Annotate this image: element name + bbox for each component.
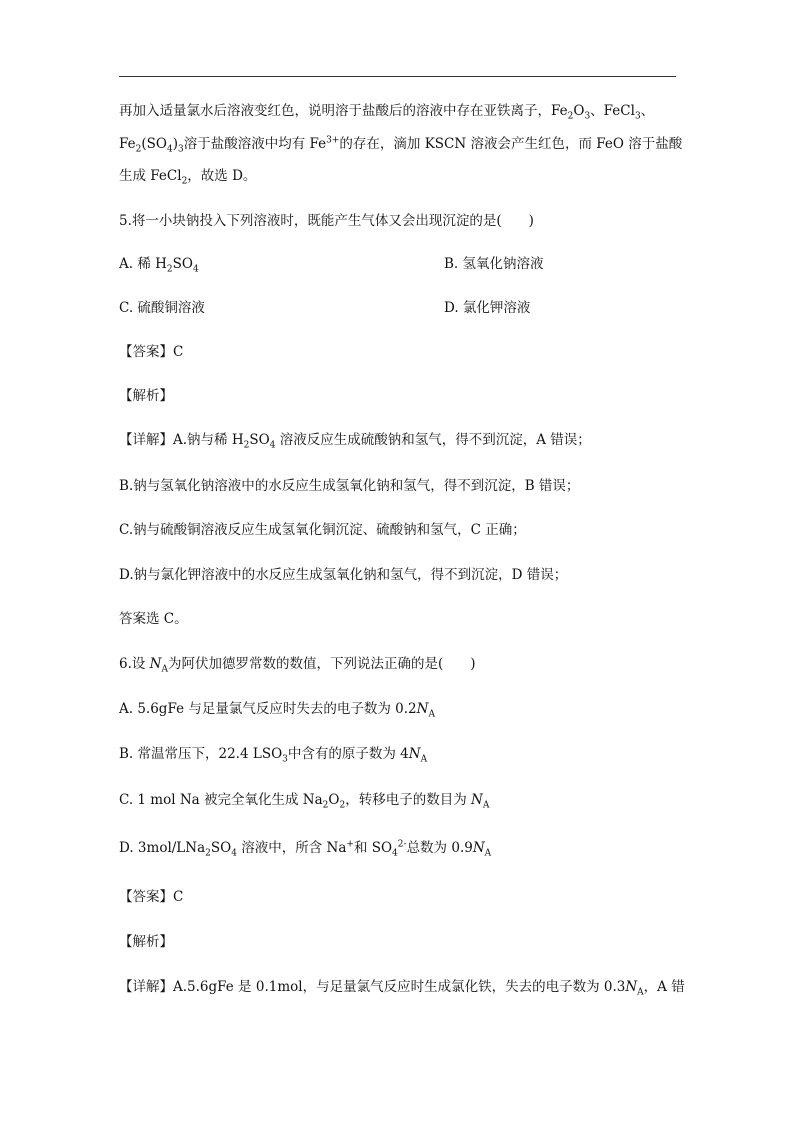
q5-detail-b: B.钠与氢氧化钠溶液中的水反应生成氢氧化钠和氢气，得不到沉淀，B 错误； [119,478,580,494]
q5-option-a: A. 稀 $H_2SO_4$ [119,256,199,275]
q6-option-d: D. $3mol/LNa_2SO_4$ 溶液中，所含 Na+和 $SO_4^{2-}$总数为 $0.9N_A$ [119,839,492,859]
q6-analysis-heading: 【解析】 [119,934,173,950]
q5-detail-d: D.钠与氯化钾溶液中的水反应生成氢氧化钠和氢气，得不到沉淀，D 错误； [119,567,568,583]
paragraph-line-3: 生成 FeCl$_2$，故选 D。 [119,168,257,187]
q5-final-answer: 答案选 C。 [119,611,188,627]
paragraph-line-2: $Fe_2(SO_4)_3$溶于盐酸溶液中均有 $Fe^{3+}$的存在，滴加 KSCN 溶液会产生红色，而 FeO 溶于盐酸 [119,135,683,155]
q6-option-a: A. 5.6gFe 与足量氯气反应时失去的电子数为 $0.2N_A$ [119,701,435,720]
q6-detail-a: 【详解】A.5.6gFe 是 0.1mol，与足量氯气反应时生成氯化铁，失去的电子数为 $0.3N_A$，A 错 [119,979,685,998]
q5-answer: 【答案】C [119,344,184,360]
q5-option-b: B. 氢氧化钠溶液 [444,256,544,272]
question-5-stem: 5.将一小块钠投入下列溶液时，既能产生气体又会出现沉淀的是( ) [119,213,534,229]
header-rule [119,76,676,77]
q5-option-c: C. 硫酸铜溶液 [119,300,205,316]
q5-detail-c: C.钠与硫酸铜溶液反应生成氢氧化铜沉淀、硫酸钠和氢气，C 正确； [119,522,526,538]
q5-detail-a: 【详解】A.钠与稀 $H_2SO_4$ 溶液反应生成硫酸钠和氢气，得不到沉淀，A 错误； [119,432,591,451]
paragraph-line-1: 再加入适量氯水后溶液变红色，说明溶于盐酸后的溶液中存在亚铁离子，$Fe_2O_3$、FeCl$_3$、 [119,103,655,122]
q5-analysis-heading: 【解析】 [119,388,173,404]
question-6-stem: 6.设 $N_A$为阿伏加德罗常数的数值，下列说法正确的是( ) [119,656,476,675]
q5-option-d: D. 氯化钾溶液 [444,300,531,316]
q6-answer: 【答案】C [119,889,184,905]
q6-option-c: C. 1 mol Na 被完全氧化生成 $Na_2O_2$，转移电子的数目为 $N_A$ [119,792,490,811]
q6-option-b: B. 常温常压下，22.4 $LSO_3$中含有的原子数为 $4N_A$ [119,746,428,765]
